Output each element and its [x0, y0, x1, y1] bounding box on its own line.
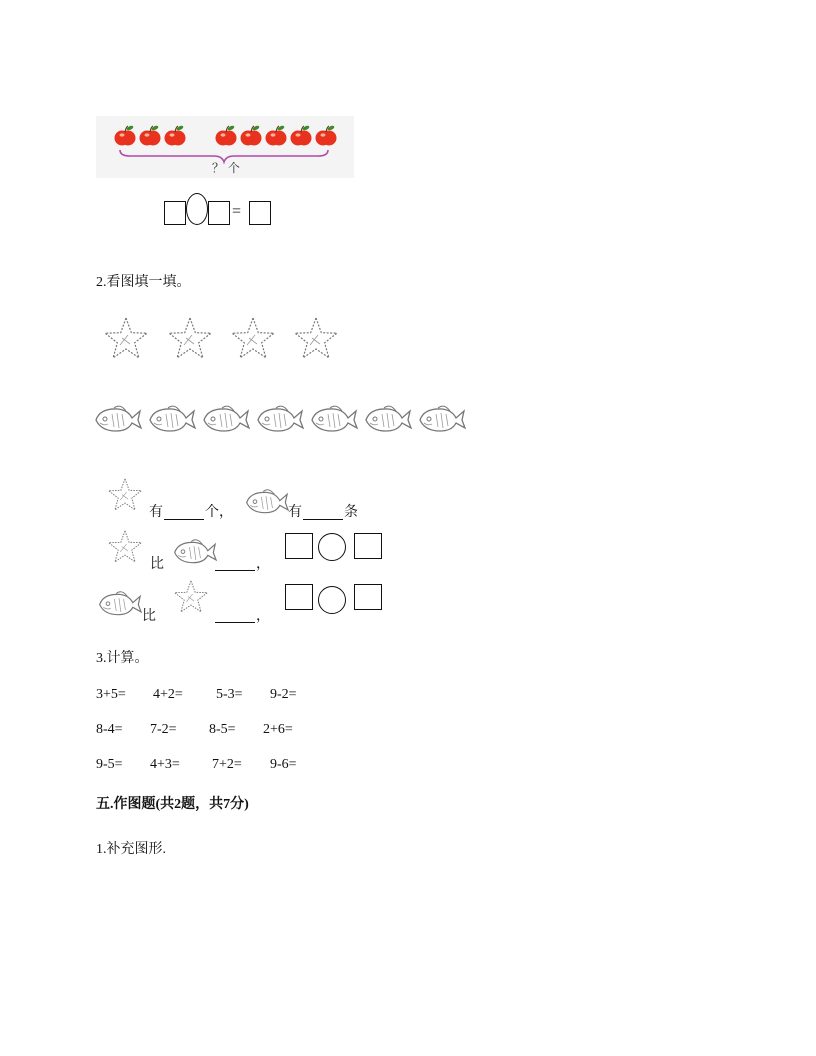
- fish-icon: [175, 540, 216, 563]
- fish-icon: [96, 406, 141, 431]
- apple-icon: [140, 125, 161, 146]
- compare-circle-2[interactable]: [318, 586, 346, 614]
- q2-line3-comma: ，: [256, 609, 270, 624]
- fish-icon: [204, 406, 249, 431]
- starfish-icon: [175, 581, 208, 612]
- compare-box-2a[interactable]: [285, 584, 313, 610]
- answer-box-1[interactable]: [164, 201, 186, 225]
- apple-icon: [266, 125, 287, 146]
- fish-icon: [150, 406, 195, 431]
- starfish-icon: [109, 531, 142, 562]
- fish-small-icon-2: [171, 536, 217, 571]
- compare-circle-1[interactable]: [318, 533, 346, 561]
- apple-icon: [165, 125, 186, 146]
- calc-row-3: [96, 756, 356, 774]
- apple-icon: [241, 125, 262, 146]
- equals-sign: =: [232, 203, 242, 220]
- q2-line1-unit-a: 个，: [205, 505, 233, 520]
- starfish-small-icon: [104, 478, 146, 519]
- q2-line1-unit-b: 条: [344, 505, 358, 520]
- starfish-row: [96, 314, 356, 366]
- calc-item: 3+5=: [96, 687, 126, 702]
- calc-item: 2+6=: [263, 722, 293, 737]
- fish-small-icon: [243, 486, 289, 521]
- starfish-icon: [105, 318, 147, 358]
- fish-count-blank[interactable]: [303, 505, 343, 520]
- fish-row: [92, 400, 472, 440]
- apple-figure: [96, 116, 354, 178]
- fish-small-icon-3: [96, 588, 142, 623]
- section-5-question-1: 1.补充图形.: [96, 842, 166, 857]
- fish-icon: [100, 592, 141, 615]
- brace-label: ？ 个: [212, 161, 240, 175]
- apple-icon: [316, 125, 337, 146]
- compare-box-1a[interactable]: [285, 533, 313, 559]
- starfish-small-icon-3: [170, 580, 212, 621]
- compare-box-1b[interactable]: [354, 533, 382, 559]
- compare-blank-2[interactable]: [215, 608, 255, 623]
- calc-item: 4+2=: [153, 687, 183, 702]
- fish-icon: [247, 490, 288, 513]
- apple-icon: [291, 125, 312, 146]
- calc-item: 8-4=: [96, 722, 123, 737]
- q2-line1-you-b: 有: [288, 505, 302, 520]
- fish-icon: [366, 406, 411, 431]
- answer-box-3[interactable]: [249, 201, 271, 225]
- fish-icon: [312, 406, 357, 431]
- section-5-heading: 五.作图题(共2题，共7分): [96, 797, 249, 812]
- q2-line1-you-a: 有: [149, 505, 163, 520]
- operator-oval[interactable]: [186, 193, 208, 225]
- starfish-icon: [295, 318, 337, 358]
- compare-blank-1[interactable]: [215, 556, 255, 571]
- calc-row-1: [96, 686, 356, 704]
- q2-line2-bi: 比: [150, 557, 164, 572]
- apple-icon: [115, 125, 136, 146]
- q2-line2-comma: ，: [256, 557, 270, 572]
- starfish-icon: [232, 318, 274, 358]
- starfish-count-blank[interactable]: [164, 505, 204, 520]
- compare-box-2b[interactable]: [354, 584, 382, 610]
- apple-icon: [216, 125, 237, 146]
- calc-row-2: [96, 721, 356, 739]
- calc-item: 9-2=: [270, 687, 297, 702]
- calc-item: 4+3=: [150, 757, 180, 772]
- starfish-icon: [109, 479, 142, 510]
- fish-icon: [258, 406, 303, 431]
- starfish-icon: [169, 318, 211, 358]
- question-2-title: 2.看图填一填。: [96, 275, 191, 290]
- calc-item: 9-5=: [96, 757, 123, 772]
- calc-item: 7-2=: [150, 722, 177, 737]
- calc-item: 8-5=: [209, 722, 236, 737]
- answer-box-2[interactable]: [208, 201, 230, 225]
- calc-item: 5-3=: [216, 687, 243, 702]
- starfish-small-icon-2: [104, 528, 146, 573]
- q2-line3-bi: 比: [142, 609, 156, 624]
- calc-item: 9-6=: [270, 757, 297, 772]
- calc-item: 7+2=: [212, 757, 242, 772]
- fish-icon: [420, 406, 465, 431]
- question-3-title: 3.计算。: [96, 651, 149, 666]
